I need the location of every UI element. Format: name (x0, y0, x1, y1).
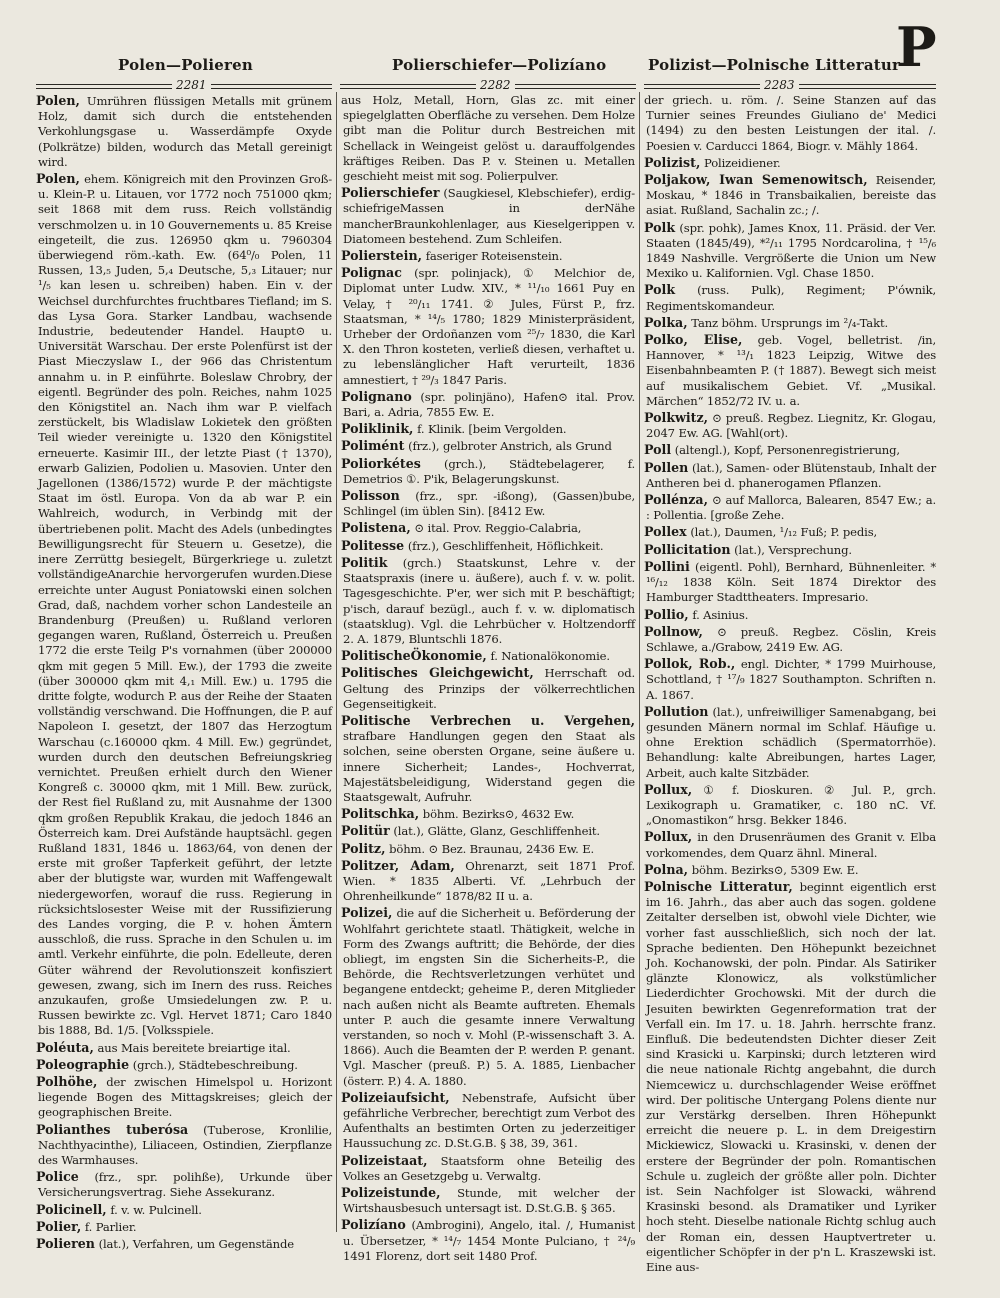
entry-headword: Politische Verbrechen u. Vergehen, (341, 712, 635, 728)
dictionary-entry (341, 648, 635, 664)
page-number-middle: 2282 (476, 78, 515, 92)
dictionary-entry (644, 460, 936, 491)
column-divider (639, 92, 640, 1232)
dictionary-entry (644, 220, 936, 282)
entry-headword: Polnische Litteratur, (644, 878, 793, 894)
entry-text: (spr. polinjack), ① Melchior de, Diplomat unter Ludw. XIV., * ¹¹/₁₀ 1661 Puy en Velay, † ²⁰/₁₁ 1741. ② Jules, Fürst P., frz. Staatsman, * ¹⁴/₅ 1780; 1829 Ministerpräsident, Urheber der Ordoñanzen vom ²⁵/₇ 1830, die Karl X. den Thron kosteten, verließ diesen, verhaftet u. zu lebenslänglicher Haft verurteilt, 1836 amnestiert, † ²⁹/₃ 1847 Paris. (343, 266, 635, 387)
entry-text: (lat.), Samen- oder Blütenstaub, Inhalt der Antheren bei d. phanerogamen Pflanzen. (646, 460, 937, 490)
dictionary-entry (644, 172, 936, 219)
entry-text: (lat.), Verfahren, um Gegenstände (98, 1237, 294, 1252)
dictionary-entry (341, 389, 635, 420)
entry-text: (Ambrogini), Angelo, ital. /, Humanist u. Übersetzer, * ¹⁴/₇ 1454 Monte Pulciano, † ²⁴/₉ 1491 Florenz, dort seit 1480 Prof. (343, 1218, 635, 1263)
entry-headword: Polizíano (341, 1217, 406, 1233)
entry-headword: Pollio, (644, 606, 689, 622)
entry-text: strafbare Handlungen gegen den Staat als solchen, seine obersten Organe, seine äußere u. innere Sicherheit; Landes-, Hochverrat, Majestätsbeleidigung, Widerstand gegen die Staatsgewalt, Aufruhr. (343, 729, 635, 804)
entry-headword: Politisches Gleichgewicht, (341, 665, 534, 681)
entry-headword: Polistena, (341, 520, 411, 536)
entry-headword: Poljakow, Iwan Semenowitsch, (644, 172, 868, 188)
entry-headword: Polizei, (341, 905, 393, 921)
dictionary-entry (36, 1074, 332, 1121)
page-number-right: 2283 (760, 78, 799, 92)
dictionary-entry (36, 1040, 332, 1056)
entry-text: f. Parlier. (84, 1219, 137, 1234)
entry-headword: Pollex (644, 524, 687, 540)
dictionary-entry (36, 1236, 332, 1252)
entry-text: (frz.), gelbroter Anstrich, als Grund (408, 439, 612, 454)
entry-text: (frz., spr. polihße), Urkunde über Versicherungsvertrag. Siehe Assekuranz. (38, 1170, 333, 1200)
entry-text: böhm. Bezirks⊙, 4632 Ew. (422, 807, 575, 822)
column-divider (336, 92, 337, 1232)
entry-headword: Pollux, (644, 829, 693, 845)
entry-text: (russ. Pulk), Regiment; P'ównik, Regimentskomandeur. (646, 283, 937, 313)
entry-text: böhm. Bezirks⊙, 5309 Ew. E. (691, 862, 859, 877)
entry-headword: Polk (644, 219, 676, 235)
entry-text: ⊙ ital. Prov. Reggio-Calabria, (414, 521, 582, 536)
entry-text: böhm. ⊙ Bez. Braunau, 2436 Ew. E. (389, 841, 595, 856)
entry-headword: Pollini (644, 558, 690, 574)
running-head-middle: Polierschiefer—Polizíano (392, 56, 607, 74)
entry-text: ⊙ auf Mallorca, Balearen, 8547 Ew.; a. : Pollentia. [große Zehe. (646, 493, 936, 523)
dictionary-entry (341, 538, 635, 554)
dictionary-entry (341, 841, 635, 857)
entry-text: (spr. pohk), James Knox, 11. Präsid. der Ver. Staaten (1845/49), *²/₁₁ 1795 Nordcarolina, † ¹⁵/₆ 1849 Nashville. Vergrößerte die Union um New Mexiko u. Kalifornien. Vgl. Chase 1850. (646, 220, 937, 281)
running-head-right: Polizist—Polnische Litteratur (648, 56, 901, 74)
entry-text: aus Holz, Metall, Horn, Glas zc. mit einer spiegelglatten Oberfläche zu versehen. Dem Holze gibt man die Politur durch Bestreichen mit Schellack in Weingeist gelöst u. darauffolgendes kräftiges Reiben. Das P. v. Steinen u. Metallen geschieht meist mit sog. Polierpulver. (341, 93, 635, 184)
running-head-left: Polen—Polieren (118, 56, 254, 74)
entry-headword: Polianthes tuberósa (36, 1121, 189, 1137)
entry-text: (lat.), Daumen, ¹/₁₂ Fuß; P. pedis, (690, 525, 878, 540)
dictionary-entry (644, 607, 936, 623)
entry-headword: Polignac (341, 265, 402, 281)
entry-text: (lat.), Versprechung. (734, 542, 852, 557)
entry-text: ⊙ preuß. Regbez. Cöslin, Kreis Schlawe, a./Grabow, 2419 Ew. AG. (646, 624, 937, 654)
entry-text: (eigentl. Pohl), Bernhard, Bühnenleiter. * ¹⁶/₁₂ 1838 Köln. Seit 1874 Direktor des Hamburger Stadttheaters. Impresario. (646, 559, 936, 605)
dictionary-entry (36, 1169, 332, 1200)
dictionary-entry (341, 823, 635, 839)
dictionary-entry (644, 492, 936, 523)
dictionary-entry (644, 879, 936, 1275)
entry-text: Umrühren flüssigen Metalls mit grünem Holz, damit sich durch die entstehenden Verkohlungsgase u. Wasserdämpfe Oxyde (Polkrätze) bilden, wodurch das Metall gereinigt wird. (38, 94, 332, 169)
entry-text: die auf die Sicherheit u. Beförderung der Wohlfahrt gerichtete staatl. Thätigkeit, welche in Form des Zwangs auftritt; die Behörde, der dies obliegt, im engsten Sin die Sicherheits-P., die Behörde, die Rechtsverletzungen verhütet und begangene entdeckt; geheime P., deren Mitglieder nach außen nicht als Beamte auftreten. Ehemals unter P. auch die gesamte innere Verwaltung verstanden, so noch v. Mohl (P.-wissenschaft 3. A. 1866). Auch die Beamten der P. werden P. genant. Vgl. Mascher (preuß. P.) 5. A. 1885, Lienbacher (österr. P.) 4. A. 1880. (343, 906, 635, 1088)
dictionary-entry (36, 1122, 332, 1169)
dictionary-entry (341, 1185, 635, 1216)
entry-text: (spr. polinjäno), Hafen⊙ ital. Prov. Bari, a. Adria, 7855 Ew. E. (343, 389, 635, 420)
text-column-right (644, 93, 937, 1275)
entry-headword: Poliklinik, (341, 421, 414, 437)
dictionary-entry (341, 905, 635, 1088)
entry-headword: Poleographie (36, 1056, 130, 1072)
entry-text: Staatsform ohne Beteilig des Volkes an Gesetzgebg u. Verwaltg. (343, 1153, 635, 1183)
entry-text: (grch.) Staatskunst, Lehre v. der Staatspraxis (inere u. äußere), auch f. v. w. polit. Tagesgeschichte. P'er, wer sich mit P. beschäftigt; p'isch, darauf bezügl., auch f. v. w. diplomatisch (staatsklug). Vgl. die Lehrbücher v. Holtzendorff 2. A. 1879, Bluntschli 1876. (343, 555, 635, 646)
entry-text: geb. Vogel, belletrist. /in, Hannover, * ¹³/₁ 1823 Leipzig, Witwe des Eisenbahnbeamten P. († 1887). Bewegt sich meist auf musikalischem Gebiet. Vf. „Musikal. Märchen“ 1852/72 IV. u. a. (646, 333, 936, 408)
entry-text: (lat.), Glätte, Glanz, Geschliffenheit. (393, 824, 600, 839)
dictionary-entry (644, 624, 936, 655)
dictionary-entry (644, 93, 936, 154)
dictionary-entry (341, 665, 635, 712)
entry-headword: Poliorkétes (341, 455, 421, 471)
dictionary-entry (644, 282, 936, 313)
entry-text: der griech. u. röm. /. Seine Stanzen auf das Turnier seines Freundes Giuliano de' Medici (1494) zu den besten Leistungen der ital. /. Poesien v. Carducci 1864, Biogr. v. Mähly 1864. (644, 93, 936, 153)
entry-headword: Polizeiaufsicht, (341, 1089, 450, 1105)
entry-text: aus Mais bereitete breiartige ital. (97, 1040, 291, 1055)
entry-headword: Politzer, Adam, (341, 857, 455, 873)
dictionary-entry (341, 555, 635, 647)
entry-headword: Poll (644, 442, 672, 458)
entry-headword: Polka, (644, 314, 688, 330)
entry-headword: Pollok, Rob., (644, 656, 736, 672)
entry-headword: Polimént (341, 438, 405, 454)
entry-text: in den Drusenräumen des Granit v. Elba vorkomendes, dem Quarz ähnl. Mineral. (646, 830, 936, 860)
dictionary-entry (341, 248, 635, 264)
entry-text: (frz., spr. -ißong), (Gassen)bube, Schlingel (im üblen Sin). [8412 Ew. (343, 489, 635, 519)
entry-text: Tanz böhm. Ursprungs im ²/₄-Takt. (691, 315, 888, 330)
entry-text: engl. Dichter, * 1799 Muirhouse, Schottland, † ¹⁷/₉ 1827 Southampton. Schriften n. A. 1867. (646, 657, 936, 702)
entry-headword: PolitischeÖkonomie, (341, 648, 487, 664)
entry-headword: Politik (341, 554, 388, 570)
dictionary-entry (644, 524, 936, 540)
entry-text: der zwischen Himelspol u. Horizont liegende Bogen des Mittagskreises; gleich der geographischen Breite. (38, 1075, 333, 1120)
dictionary-entry (341, 1217, 635, 1264)
page-number-left: 2281 (172, 78, 211, 92)
dictionary-entry (341, 1090, 635, 1152)
text-column-middle (341, 93, 636, 1263)
entry-headword: Polierstein, (341, 248, 422, 264)
entry-text: Nebenstrafe, Aufsicht über gefährliche Verbrecher, berechtigt zum Verbot des Aufenthalts an bestimten Orten zu jederzeitiger Haussuchung zc. D.St.G.B. § 38, 39, 361. (343, 1090, 636, 1151)
entry-text: faseriger Roteisenstein. (425, 249, 563, 264)
dictionary-entry (644, 542, 936, 558)
entry-headword: Pollicitation (644, 541, 731, 557)
dictionary-entry (644, 782, 936, 829)
entry-headword: Pollution (644, 703, 709, 719)
entry-text: Herrschaft od. Geltung des Prinzips der völkerrechtlichen Gegenseitigkeit. (343, 666, 636, 711)
dictionary-entry (644, 704, 936, 781)
entry-headword: Polignano (341, 388, 412, 404)
dictionary-entry (341, 713, 635, 805)
dictionary-entry (341, 438, 635, 454)
entry-text: beginnt eigentlich erst im 16. Jahrh., das aber auch das sogen. goldene Zeitalter derselben ist, obwohl viele Dichter, wie vorher fast ausschließlich, sich noch der lat. Sprache bedienten. Den Höhepunkt bezeichnet Joh. Kochanowski, der poln. Pindar. Als Satiriker glänzte Klonowicz, als volkstümlicher Liederdichter Grochowski. Mit der durch die Jesuiten bewirkten Gegenreformation trat der Verfall ein. Im 17. u. 18. Jahrh. herrschte franz. Einfluß. Die bedeutendsten Dichter dieser Zeit sind Krasicki u. Karpinski; durch letzteren wird die neue nationale Richtg angebahnt, die durch Niemcewicz u. durchschlagender Weise eröffnet wird. Der politische Untergang Polens diente nur zur Verstärkg derselben. Ihren Höhepunkt erreicht die neuere p. L. in dem Dreigestirn Mickiewicz, Slowacki u. Krasinski, v. denen der erstere der Begründer der poln. Romantischen Schule u. zugleich der größte aller poln. Dichter ist. Sein Nachfolger ist Slowacki, während Krasinski besond. als Dramatiker und Lyriker hoch steht. Dieselbe nationale Richtg schlug auch der Roman ein, dessen Hauptvertreter u. eigentlicher Schöpfer in der p'n L. Kraszewski ist. Eine aus- (646, 879, 936, 1275)
dictionary-entry (341, 806, 635, 822)
dictionary-entry (644, 559, 936, 606)
entry-text: (grch.), Städtebelagerer, f. Demetrios ①. P'ik, Belagerungskunst. (343, 456, 635, 486)
entry-text: (altengl.), Kopf, Personenregistrierung, (674, 443, 900, 458)
dictionary-entry (341, 456, 635, 487)
dictionary-entry (341, 488, 635, 519)
entry-headword: Polizeistaat, (341, 1152, 428, 1168)
dictionary-entry (341, 421, 635, 437)
entry-text: ehem. Königreich mit den Provinzen Groß- u. Klein-P. u. Litauen, vor 1772 noch 751000 qkm; seit 1868 mit dem russ. Reich vollständig verschmolzen u. in 10 Gouvernements u. 85 Kreise eingeteilt, die zus. 126950 qkm u. 7960304 überwiegend röm.-kath. Ew. (64⁰/₀ Polen, 11 Russen, 13,₅ Juden, 5,₄ Deutsche, 5,₃ Litauer; nur ¹/₅ kan lesen u. schreiben) haben. Ein v. der Weichsel durchfurchtes fruchtbares Tiefland; im S. das Lysa Gora. Starker Landbau, wachsende Industrie, bedeutender Handel. Haupt⊙ u. Universität Warschau. Der erste Polenfürst ist der Piast Mieczyslaw I., der 966 das Christentum annahm u. in P. einführte. Boleslaw Chrobry, der eigentl. Begründer des poln. Reiches, nahm 1025 den Königstitel an. Nach ihm war P. vielfach zerstückelt, bis Wladislaw Lokietek den größten Teil wieder vereinigte u. 1320 den Königstitel erneuerte. Kasimir III., der letzte Piast († 1370), erwarb Galizien, Podolien u. Masovien. Unter den Jagellonen (1386/1572) wurde P. der mächtigste Staat im östl. Europa. Von da ab war P. ein Wahlreich, wodurch, in Verbindg mit der übertriebenen polit. Macht des Adels (unbedingtes Bewilligungsrecht für Steuern u. Gesetze), die inere Zerrüttg besiegelt, Bürgerkriege u. zuletzt vollständigeAnarchie hervorgerufen wurden.Diese erreichte unter August Poniatowski einen solchen Grad, daß, nachdem vorher schon Landesteile an Brandenburg (Preußen) u. Rußland verloren gegangen waren, Rußland, Österreich u. Preußen 1772 die erste Teilg P's vornahmen (über 200000 qkm mit gegen 5 Mill. Ew.), der 1793 die zweite (über 300000 qkm mit 4,₁ Mill. Ew.) u. 1795 die dritte folgte, wodurch P. aus der Reihe der Staaten vollständig verschwand. Die Hoffnungen, die P. auf Napoleon I. gesetzt, der 1807 das Herzogtum Warschau (c.160000 qkm. 4 Mill. Ew.) gegründet, wurden durch den deutschen Befreiungskrieg vernichtet. Preußen erhielt durch den Wiener Kongreß c. 30000 qkm, mit 1 Mill. Bew. zurück, der Rest fiel Rußland zu, mit Ausnahme der 1300 qkm großen Republik Krakau, die jedoch 1846 an Österreich kam. Drei Aufstände hauptsächl. gegen Rußland 1831, 1846 u. 1863/64, von denen der erste mit großer Tapferkeit geführt, der letzte aber der blutigste war, wurden mit Waffengewalt niedergeworfen, worauf die russ. Regierung in rücksichtslosester Weise mit der Russifizierung des Landes vorging, die P. v. hohen Ämtern ausschloß, die russ. Sprache in den Schulen u. im amtl. Verkehr einführte, die poln. Edelleute, deren Güter während der Revolutionszeit konfisziert gewesen, zwang, sich im Inern des russ. Reiches anzukaufen, große Umsiedelungen zw. P. u. Russen bewirkte zc. Vgl. Hervet 1871; Caro 1840 bis 1888, Bd. 1/5. [Volksspiele. (38, 172, 332, 1038)
dictionary-entry (341, 520, 635, 536)
dictionary-entry (36, 1057, 332, 1073)
dictionary-entry (36, 1202, 332, 1218)
entry-headword: Polen, (36, 171, 80, 187)
entry-headword: Polizeistunde, (341, 1185, 441, 1201)
dictionary-entry (341, 1153, 635, 1184)
entry-text: (grch.), Städtebeschreibung. (132, 1057, 298, 1072)
entry-headword: Polko, Elise, (644, 332, 743, 348)
entry-text: (frz.), Geschliffenheit, Höflichkeit. (407, 538, 604, 553)
entry-headword: Polierschiefer (341, 185, 440, 201)
entry-text: ① f. Dioskuren. ② Jul. P., grch. Lexikograph u. Gramatiker, c. 180 nC. Vf. „Onomastikon“ hrsg. Bekker 1846. (646, 782, 936, 828)
dictionary-entry (36, 171, 332, 1039)
entry-headword: Polier, (36, 1218, 82, 1234)
dictionary-entry (341, 93, 635, 184)
entry-headword: Policinell, (36, 1201, 107, 1217)
dictionary-entry (341, 185, 635, 247)
entry-headword: Polizist, (644, 154, 701, 170)
dictionary-entry (644, 155, 936, 171)
entry-text: f. v. w. Pulcinell. (110, 1202, 202, 1217)
entry-headword: Politz, (341, 840, 386, 856)
entry-headword: Polieren (36, 1236, 95, 1252)
entry-headword: Politesse (341, 537, 405, 553)
dictionary-entry (644, 410, 936, 441)
entry-text: Polizeidiener. (704, 155, 781, 170)
dictionary-entry (341, 858, 635, 905)
dictionary-entry (644, 442, 936, 458)
entry-text: (lat.), unfreiwilliger Samenabgang, bei gesunden Mänern normal im Schlaf. Häufige u. ohne Erektion schädlich (Spermatorrhöe). Behandlung: kalte Abreibungen, hartes Lager, Arbeit, auch kalte Sitzbäder. (646, 704, 937, 780)
text-column-left (36, 93, 333, 1252)
entry-headword: Pollnow, (644, 623, 703, 639)
entry-headword: Pollénza, (644, 492, 708, 508)
entry-headword: Poléuta, (36, 1039, 94, 1055)
dictionary-entry (644, 829, 936, 860)
entry-text: f. Asinius. (692, 607, 749, 622)
entry-text: Ohrenarzt, seit 1871 Prof. Wien. * 1835 Alberti. Vf. „Lehrbuch der Ohrenheilkunde“ 1878/82 II u. a. (343, 858, 635, 904)
entry-headword: Pollen (644, 459, 689, 475)
dictionary-entry (644, 332, 936, 409)
entry-headword: Politschka, (341, 806, 420, 822)
section-letter: P (896, 15, 937, 79)
entry-headword: Polk (644, 282, 676, 298)
entry-headword: Polhöhe, (36, 1074, 98, 1089)
entry-text: ⊙ preuß. Regbez. Liegnitz, Kr. Glogau, 2047 Ew. AG. [Wahl(ort). (646, 411, 937, 441)
entry-headword: Polna, (644, 861, 689, 877)
dictionary-entry (644, 315, 936, 331)
dictionary-entry (341, 265, 635, 388)
entry-headword: Politür (341, 823, 390, 839)
dictionary-entry (36, 1219, 332, 1235)
dictionary-entry (36, 93, 332, 170)
entry-headword: Pollux, (644, 781, 693, 797)
entry-headword: Polen, (36, 93, 80, 108)
entry-text: Reisender, Moskau, * 1846 in Transbaikalien, bereiste das asiat. Rußland, Sachalin zc.; /. (646, 173, 936, 218)
entry-text: f. Nationalökonomie. (490, 649, 610, 664)
entry-text: f. Klinik. [beim Vergolden. (417, 422, 567, 437)
entry-headword: Polkwitz, (644, 410, 709, 426)
entry-text: (Saugkiesel, Klebschiefer), erdig-schiefrigeMassen in derNähe mancherBraunkohlenlager, aus Kieselgerippen v. Diatomeen bestehend. Zum Schleifen. (343, 186, 636, 246)
entry-headword: Police (36, 1169, 79, 1185)
dictionary-entry (644, 862, 936, 878)
dictionary-entry (644, 656, 936, 703)
entry-text: (Tuberose, Kronlilie, Nachthyacinthe), Liliaceen, Ostindien, Zierpflanze des Warmhauses. (38, 1122, 332, 1168)
entry-text: Stunde, mit welcher der Wirtshausbesuch untersagt ist. D.St.G.B. § 365. (343, 1186, 635, 1216)
entry-headword: Polisson (341, 488, 400, 504)
